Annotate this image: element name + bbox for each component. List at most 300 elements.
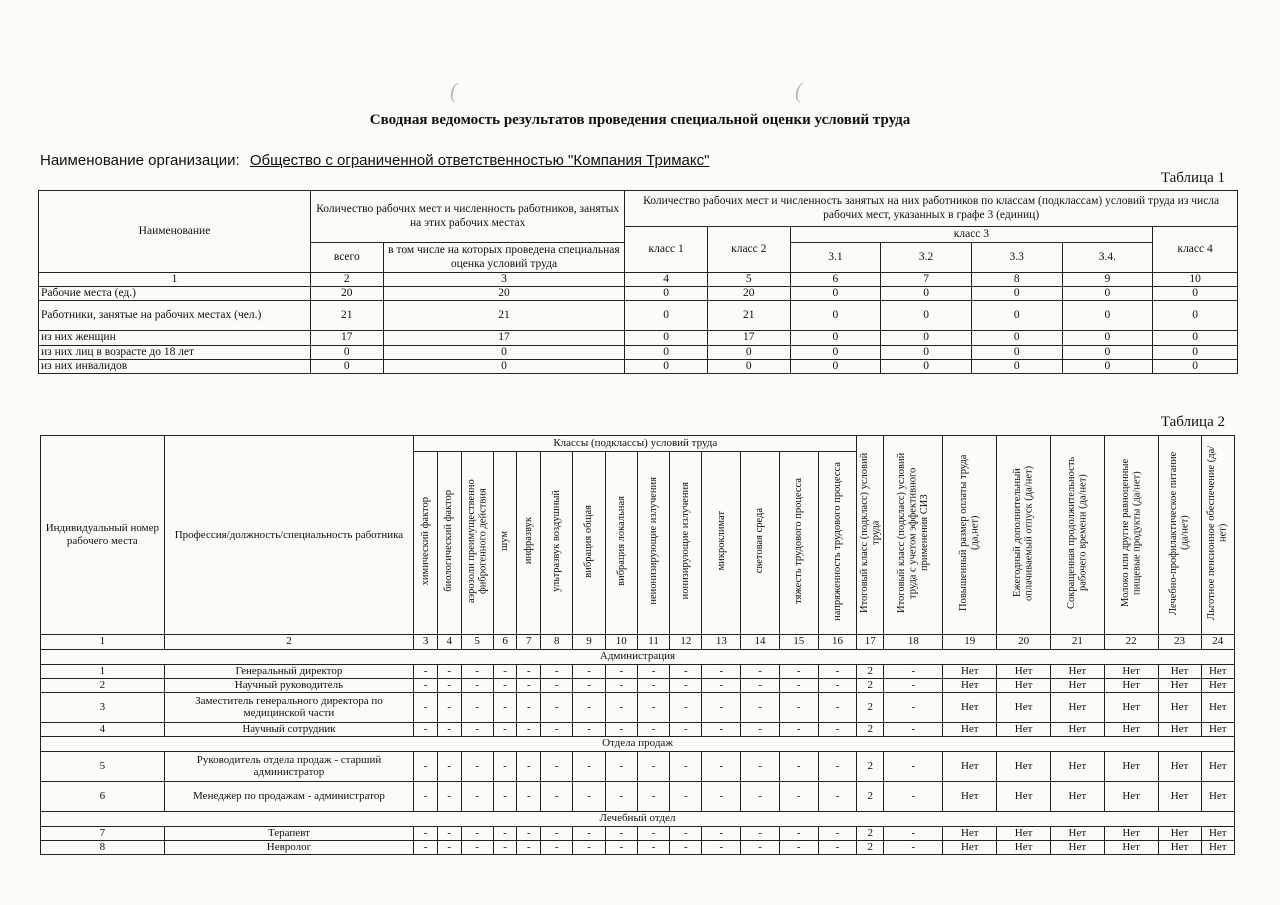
- factor-class: -: [670, 840, 702, 854]
- t2-header-extra: [943, 436, 997, 635]
- t1-col-number: 2: [311, 273, 384, 287]
- factor-class: -: [541, 678, 573, 692]
- t2-header-extra-label: Льготное пенсионное обеспечение (да/нет): [1206, 445, 1229, 621]
- workplace-table: [40, 435, 1235, 855]
- factor-class: -: [414, 751, 438, 781]
- factor-class: -: [702, 692, 741, 722]
- factor-class: -: [637, 678, 669, 692]
- factor-class: -: [414, 781, 438, 811]
- table-row: [41, 840, 1235, 854]
- guarantee-value: Нет: [1201, 664, 1234, 678]
- final-class-siz: -: [884, 692, 943, 722]
- guarantee-value: Нет: [997, 678, 1051, 692]
- t2-header-extra-label: Итоговый класс (подкласс) условий труда: [859, 452, 882, 614]
- guarantee-value: Нет: [1158, 692, 1201, 722]
- factor-class: -: [437, 692, 461, 722]
- factor-class: -: [517, 826, 541, 840]
- t2-header-factor: [461, 452, 493, 635]
- t2-header-factor: [637, 452, 669, 635]
- t2-header-extra-label: Лечебно-профилактическое питание (да/нет): [1167, 451, 1191, 615]
- factor-class: -: [702, 751, 741, 781]
- final-class: 2: [857, 678, 884, 692]
- guarantee-value: Нет: [1050, 840, 1104, 854]
- guarantee-value: Нет: [997, 664, 1051, 678]
- cell-value: 17: [383, 331, 625, 345]
- cell-value: 0: [707, 345, 790, 359]
- guarantee-value: Нет: [1104, 692, 1158, 722]
- final-class: 2: [857, 840, 884, 854]
- factor-class: -: [493, 664, 517, 678]
- factor-class: -: [461, 692, 493, 722]
- factor-class: -: [818, 826, 857, 840]
- t2-header-factor-label: ионизирующие излучения: [680, 482, 692, 600]
- factor-class: -: [541, 722, 573, 736]
- t1-header-33: 3.3: [971, 243, 1062, 273]
- guarantee-value: Нет: [1104, 781, 1158, 811]
- cell-value: 0: [881, 331, 972, 345]
- factor-class: -: [437, 751, 461, 781]
- factor-class: -: [702, 826, 741, 840]
- org-label: Наименование организации:: [40, 152, 240, 169]
- final-class-siz: -: [884, 751, 943, 781]
- t1-header-total: всего: [311, 243, 384, 273]
- final-class: 2: [857, 826, 884, 840]
- cell-value: 0: [971, 345, 1062, 359]
- factor-class: -: [670, 751, 702, 781]
- factor-class: -: [493, 678, 517, 692]
- factor-class: -: [414, 826, 438, 840]
- t1-col-number: 4: [625, 273, 708, 287]
- factor-class: -: [818, 664, 857, 678]
- factor-class: -: [517, 664, 541, 678]
- factor-class: -: [670, 664, 702, 678]
- table2-caption: Таблица 2: [1160, 414, 1225, 430]
- factor-class: -: [414, 722, 438, 736]
- cell-value: 0: [971, 359, 1062, 373]
- t1-header-class3: класс 3: [790, 227, 1153, 243]
- t2-header-factor: [437, 452, 461, 635]
- row-name: из них лиц в возрасте до 18 лет: [39, 345, 311, 359]
- cell-value: 0: [971, 287, 1062, 301]
- organization-line: [40, 152, 709, 169]
- guarantee-value: Нет: [1050, 722, 1104, 736]
- t2-col-number: 2: [164, 634, 414, 649]
- section-header: Лечебный отдел: [41, 811, 1235, 826]
- t2-col-number: 24: [1201, 634, 1234, 649]
- final-class-siz: -: [884, 826, 943, 840]
- guarantee-value: Нет: [1201, 840, 1234, 854]
- guarantee-value: Нет: [997, 826, 1051, 840]
- factor-class: -: [818, 722, 857, 736]
- factor-class: -: [605, 692, 637, 722]
- t2-header-prof: Профессия/должность/специальность работника: [164, 436, 414, 635]
- decorative-paren-right: (: [795, 78, 803, 103]
- guarantee-value: Нет: [1158, 781, 1201, 811]
- factor-class: -: [741, 751, 780, 781]
- factor-class: -: [493, 751, 517, 781]
- table-row: [41, 781, 1235, 811]
- guarantee-value: Нет: [1201, 781, 1234, 811]
- factor-class: -: [493, 781, 517, 811]
- factor-class: -: [573, 664, 605, 678]
- t2-header-factor-label: неионизирующие излучения: [647, 477, 659, 605]
- cell-value: 20: [311, 287, 384, 301]
- t2-col-number: 20: [997, 634, 1051, 649]
- guarantee-value: Нет: [997, 781, 1051, 811]
- cell-value: 0: [790, 359, 881, 373]
- factor-class: -: [818, 840, 857, 854]
- cell-value: 0: [1153, 301, 1238, 331]
- factor-class: -: [670, 692, 702, 722]
- factor-class: -: [461, 840, 493, 854]
- guarantee-value: Нет: [1104, 840, 1158, 854]
- cell-value: 0: [625, 345, 708, 359]
- factor-class: -: [517, 781, 541, 811]
- t2-header-extra: [1050, 436, 1104, 635]
- factor-class: -: [414, 692, 438, 722]
- factor-class: -: [702, 840, 741, 854]
- guarantee-value: Нет: [943, 751, 997, 781]
- factor-class: -: [414, 678, 438, 692]
- cell-value: 0: [311, 345, 384, 359]
- cell-value: 21: [383, 301, 625, 331]
- cell-value: 0: [881, 359, 972, 373]
- cell-value: 0: [1153, 359, 1238, 373]
- factor-class: -: [702, 664, 741, 678]
- table-row: [39, 359, 1238, 373]
- t2-header-factor: [573, 452, 605, 635]
- t1-header-31: 3.1: [790, 243, 881, 273]
- org-value: Общество с ограниченной ответственностью "Компания Тримакс": [249, 152, 710, 169]
- guarantee-value: Нет: [1201, 692, 1234, 722]
- final-class-siz: -: [884, 840, 943, 854]
- row-name: из них женщин: [39, 331, 311, 345]
- t1-header-count: Количество рабочих мест и численность работников, занятых на этих рабочих местах: [311, 191, 625, 243]
- guarantee-value: Нет: [943, 840, 997, 854]
- t2-col-number: 8: [541, 634, 573, 649]
- cell-value: 0: [971, 331, 1062, 345]
- factor-class: -: [414, 840, 438, 854]
- factor-class: -: [637, 722, 669, 736]
- guarantee-value: Нет: [997, 692, 1051, 722]
- factor-class: -: [573, 781, 605, 811]
- cell-value: 20: [707, 287, 790, 301]
- t2-col-number: 16: [818, 634, 857, 649]
- t1-col-number: 10: [1153, 273, 1238, 287]
- factor-class: -: [461, 751, 493, 781]
- t1-col-number: 9: [1062, 273, 1153, 287]
- t2-header-extra-label: Молоко или другие равноценные пищевые продукты (да/нет): [1119, 458, 1143, 608]
- cell-value: 0: [625, 331, 708, 345]
- t2-header-extra: [1201, 436, 1234, 635]
- factor-class: -: [437, 678, 461, 692]
- factor-class: -: [461, 781, 493, 811]
- cell-value: 0: [383, 359, 625, 373]
- factor-class: -: [605, 826, 637, 840]
- t2-header-factor: [493, 452, 517, 635]
- t2-header-extra: [884, 436, 943, 635]
- factor-class: -: [605, 678, 637, 692]
- factor-class: -: [670, 826, 702, 840]
- t2-header-factor-label: аэрозоли преимущественно фиброгенного действия: [465, 479, 489, 603]
- factor-class: -: [541, 826, 573, 840]
- guarantee-value: Нет: [1050, 781, 1104, 811]
- t1-col-number: 3: [383, 273, 625, 287]
- factor-class: -: [541, 840, 573, 854]
- cell-value: 0: [1062, 359, 1153, 373]
- t2-col-number: 13: [702, 634, 741, 649]
- factor-class: -: [637, 826, 669, 840]
- t2-header-factor: [414, 452, 438, 635]
- t2-header-factor-label: вибрация локальная: [615, 496, 627, 586]
- factor-class: -: [517, 692, 541, 722]
- factor-class: -: [517, 722, 541, 736]
- t2-header-factor-label: вибрация общая: [583, 504, 595, 578]
- cell-value: 0: [881, 287, 972, 301]
- table1-caption: Таблица 1: [1160, 170, 1225, 186]
- t2-col-number: 21: [1050, 634, 1104, 649]
- profession: Невролог: [164, 840, 414, 854]
- factor-class: -: [437, 826, 461, 840]
- table-row: [41, 722, 1235, 736]
- cell-value: 0: [790, 287, 881, 301]
- profession: Генеральный директор: [164, 664, 414, 678]
- t1-col-number: 7: [881, 273, 972, 287]
- factor-class: -: [461, 826, 493, 840]
- factor-class: -: [670, 781, 702, 811]
- factor-class: -: [818, 781, 857, 811]
- cell-value: 0: [881, 345, 972, 359]
- table-row: [41, 826, 1235, 840]
- t2-col-number: 10: [605, 634, 637, 649]
- t2-col-number: 11: [637, 634, 669, 649]
- t1-col-number: 8: [971, 273, 1062, 287]
- factor-class: -: [779, 722, 818, 736]
- workplace-id: 4: [41, 722, 165, 736]
- t1-header-incl: в том числе на которых проведена специальная оценка условий труда: [383, 243, 625, 273]
- guarantee-value: Нет: [1104, 678, 1158, 692]
- cell-value: 0: [383, 345, 625, 359]
- t2-col-number: 7: [517, 634, 541, 649]
- summary-table: [38, 190, 1238, 374]
- workplace-id: 3: [41, 692, 165, 722]
- factor-class: -: [461, 678, 493, 692]
- t2-header-id: Индивидуальный номер рабочего места: [41, 436, 165, 635]
- row-name: из них инвалидов: [39, 359, 311, 373]
- guarantee-value: Нет: [1104, 826, 1158, 840]
- t1-header-classes: Количество рабочих мест и численность занятых на них работников по классам (подклассам) условий труда из числа рабочих мест, указанных в графе 3 (единиц): [625, 191, 1238, 227]
- factor-class: -: [670, 722, 702, 736]
- cell-value: 0: [625, 287, 708, 301]
- t2-col-number: 6: [493, 634, 517, 649]
- profession: Научный сотрудник: [164, 722, 414, 736]
- factor-class: -: [779, 826, 818, 840]
- factor-class: -: [637, 781, 669, 811]
- factor-class: -: [637, 692, 669, 722]
- guarantee-value: Нет: [943, 664, 997, 678]
- t2-col-number: 17: [857, 634, 884, 649]
- factor-class: -: [573, 678, 605, 692]
- t2-header-factor: [517, 452, 541, 635]
- factor-class: -: [573, 751, 605, 781]
- t1-header-34: 3.4.: [1062, 243, 1153, 273]
- cell-value: 0: [881, 301, 972, 331]
- workplace-id: 8: [41, 840, 165, 854]
- table-row: [39, 345, 1238, 359]
- guarantee-value: Нет: [1201, 678, 1234, 692]
- page-title: Сводная ведомость результатов проведения специальной оценки условий труда: [369, 112, 911, 128]
- factor-class: -: [461, 722, 493, 736]
- workplace-id: 1: [41, 664, 165, 678]
- row-name: Рабочие места (ед.): [39, 287, 311, 301]
- final-class-siz: -: [884, 781, 943, 811]
- guarantee-value: Нет: [1201, 751, 1234, 781]
- factor-class: -: [573, 692, 605, 722]
- t2-col-number: 3: [414, 634, 438, 649]
- guarantee-value: Нет: [1104, 664, 1158, 678]
- cell-value: 0: [790, 301, 881, 331]
- t2-col-number: 1: [41, 634, 165, 649]
- t2-col-number: 23: [1158, 634, 1201, 649]
- factor-class: -: [741, 692, 780, 722]
- t2-col-number: 12: [670, 634, 702, 649]
- factor-class: -: [414, 664, 438, 678]
- factor-class: -: [573, 840, 605, 854]
- t2-header-extra-label: Ежегодный дополнительный оплачиваемый отпуск (да/нет): [1012, 465, 1035, 601]
- table-row: [41, 664, 1235, 678]
- final-class-siz: -: [884, 678, 943, 692]
- factor-class: -: [437, 840, 461, 854]
- profession: Научный руководитель: [164, 678, 414, 692]
- guarantee-value: Нет: [1050, 664, 1104, 678]
- guarantee-value: Нет: [1158, 678, 1201, 692]
- guarantee-value: Нет: [1158, 826, 1201, 840]
- guarantee-value: Нет: [997, 840, 1051, 854]
- profession: Менеджер по продажам - администратор: [164, 781, 414, 811]
- final-class: 2: [857, 751, 884, 781]
- cell-value: 0: [311, 359, 384, 373]
- guarantee-value: Нет: [1050, 826, 1104, 840]
- factor-class: -: [637, 840, 669, 854]
- t2-col-number: 14: [741, 634, 780, 649]
- factor-class: -: [779, 678, 818, 692]
- cell-value: 0: [1062, 287, 1153, 301]
- t2-header-classes: Классы (подклассы) условий труда: [414, 436, 857, 452]
- t2-col-number: 15: [779, 634, 818, 649]
- cell-value: 20: [383, 287, 625, 301]
- factor-class: -: [779, 664, 818, 678]
- factor-class: -: [461, 664, 493, 678]
- t2-col-number: 5: [461, 634, 493, 649]
- factor-class: -: [517, 840, 541, 854]
- factor-class: -: [493, 722, 517, 736]
- guarantee-value: Нет: [997, 751, 1051, 781]
- section-header: Отдела продаж: [41, 736, 1235, 751]
- t2-col-number: 19: [943, 634, 997, 649]
- guarantee-value: Нет: [1158, 664, 1201, 678]
- cell-value: 17: [707, 331, 790, 345]
- factor-class: -: [741, 722, 780, 736]
- t2-header-extra-label: Повышенный размер оплаты труда (да,нет): [958, 454, 981, 612]
- cell-value: 0: [1153, 331, 1238, 345]
- factor-class: -: [818, 692, 857, 722]
- guarantee-value: Нет: [1158, 722, 1201, 736]
- final-class: 2: [857, 692, 884, 722]
- guarantee-value: Нет: [1050, 751, 1104, 781]
- final-class: 2: [857, 664, 884, 678]
- cell-value: 21: [311, 301, 384, 331]
- t2-col-number: 22: [1104, 634, 1158, 649]
- factor-class: -: [605, 781, 637, 811]
- final-class: 2: [857, 722, 884, 736]
- factor-class: -: [779, 840, 818, 854]
- guarantee-value: Нет: [1201, 722, 1234, 736]
- t2-header-factor-label: тяжесть трудового процесса: [792, 478, 804, 604]
- t2-header-factor: [818, 452, 857, 635]
- factor-class: -: [741, 826, 780, 840]
- t2-col-number: 4: [437, 634, 461, 649]
- cell-value: 21: [707, 301, 790, 331]
- t2-header-factor: [670, 452, 702, 635]
- table-row: [39, 301, 1238, 331]
- t2-header-factor-label: инфразвук: [523, 517, 535, 565]
- factor-class: -: [741, 781, 780, 811]
- t2-header-factor-label: ультразвук воздушный: [550, 490, 562, 592]
- guarantee-value: Нет: [943, 692, 997, 722]
- t2-header-factor-label: световая среда: [754, 508, 766, 574]
- cell-value: 0: [971, 301, 1062, 331]
- cell-value: 0: [790, 331, 881, 345]
- t2-col-number: 9: [573, 634, 605, 649]
- profession: Заместитель генерального директора по медицинской части: [164, 692, 414, 722]
- table-row: [39, 331, 1238, 345]
- t2-header-extra: [857, 436, 884, 635]
- cell-value: 0: [625, 301, 708, 331]
- factor-class: -: [702, 781, 741, 811]
- t2-header-extra: [997, 436, 1051, 635]
- t2-col-number: 18: [884, 634, 943, 649]
- factor-class: -: [493, 692, 517, 722]
- guarantee-value: Нет: [943, 678, 997, 692]
- workplace-id: 6: [41, 781, 165, 811]
- cell-value: 0: [1153, 287, 1238, 301]
- cell-value: 0: [707, 359, 790, 373]
- t2-header-factor-label: напряженность трудового процесса: [831, 461, 843, 621]
- decorative-paren-left: (: [450, 78, 458, 103]
- factor-class: -: [741, 678, 780, 692]
- table-row: [39, 287, 1238, 301]
- guarantee-value: Нет: [1158, 840, 1201, 854]
- cell-value: 0: [1153, 345, 1238, 359]
- t1-col-number: 5: [707, 273, 790, 287]
- cell-value: 17: [311, 331, 384, 345]
- t2-header-factor-label: микроклимат: [715, 511, 727, 571]
- t1-header-class2: класс 2: [707, 227, 790, 273]
- section-header: Администрация: [41, 649, 1235, 664]
- guarantee-value: Нет: [1104, 751, 1158, 781]
- table-row: [41, 692, 1235, 722]
- final-class-siz: -: [884, 722, 943, 736]
- factor-class: -: [541, 692, 573, 722]
- t2-header-extra: [1104, 436, 1158, 635]
- t2-header-factor: [702, 452, 741, 635]
- cell-value: 0: [790, 345, 881, 359]
- cell-value: 0: [1062, 331, 1153, 345]
- t2-header-factor: [541, 452, 573, 635]
- row-name: Работники, занятые на рабочих местах (чел.): [39, 301, 311, 331]
- factor-class: -: [670, 678, 702, 692]
- factor-class: -: [437, 781, 461, 811]
